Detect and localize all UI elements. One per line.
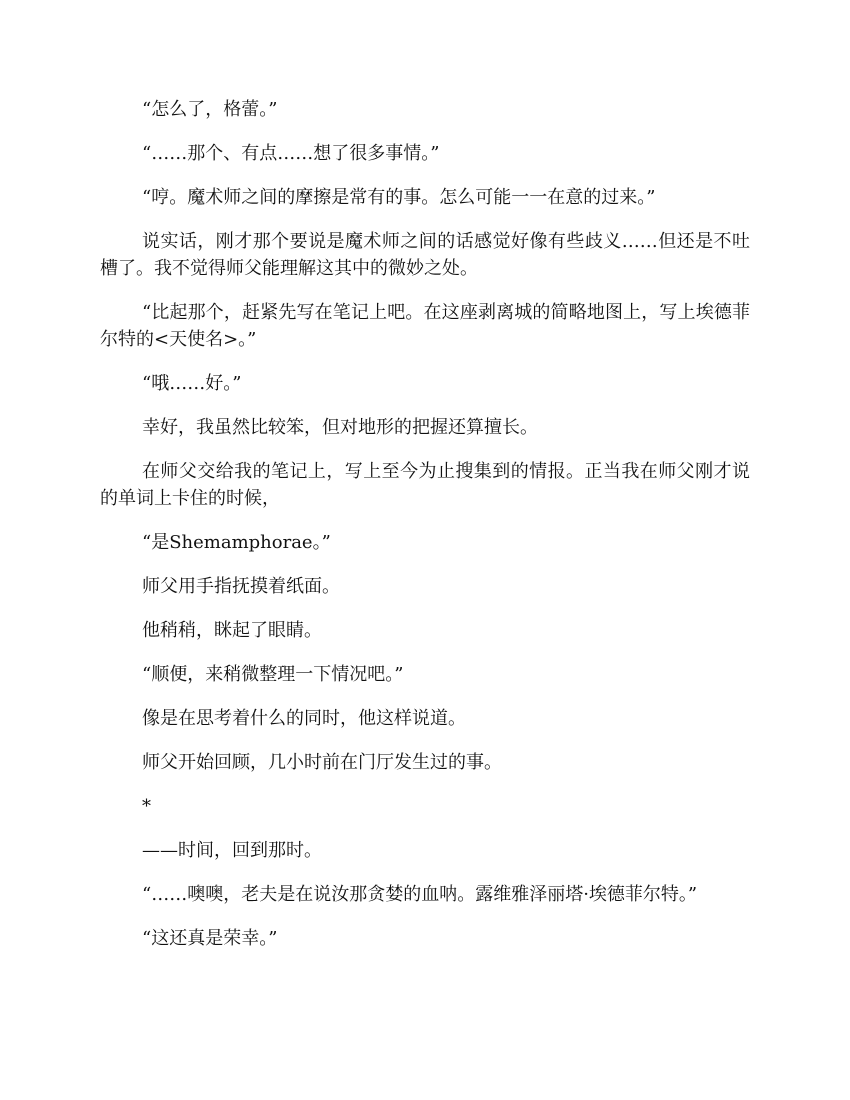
paragraph-4: 说实话，刚才那个要说是魔术师之间的话感觉好像有些歧义……但还是不吐槽了。我不觉得师父能理解这其中的微妙之处。 xyxy=(100,231,750,279)
paragraph-6: “哦……好。” xyxy=(142,373,242,394)
paragraph-8: 在师父交给我的笔记上，写上至今为止搜集到的情报。正当我在师父刚才说的单词上卡住的时候， xyxy=(100,461,750,509)
paragraph-2: “……那个、有点……想了很多事情。” xyxy=(142,143,440,164)
paragraph-12: “顺便，来稍微整理一下情况吧。” xyxy=(142,664,404,685)
scene-break: * xyxy=(142,796,151,817)
paragraph-9: “是Shemamphorae。” xyxy=(142,532,331,553)
document-page xyxy=(100,96,750,969)
paragraph-13: 像是在思考着什么的同时，他这样说道。 xyxy=(142,708,466,729)
paragraph-15: ——时间，回到那时。 xyxy=(142,840,322,861)
paragraph-17: “这还真是荣幸。” xyxy=(142,928,278,949)
paragraph-14: 师父开始回顾，几小时前在门厅发生过的事。 xyxy=(142,752,502,773)
paragraph-11: 他稍稍，眯起了眼睛。 xyxy=(142,620,322,641)
paragraph-3: “哼。魔术师之间的摩擦是常有的事。怎么可能一一在意的过来。” xyxy=(142,187,656,208)
paragraph-7: 幸好，我虽然比较笨，但对地形的把握还算擅长。 xyxy=(142,417,538,438)
paragraph-16: “……噢噢，老夫是在说汝那贪婪的血呐。露维雅泽丽塔·埃德菲尔特。” xyxy=(142,884,698,905)
paragraph-5: “比起那个，赶紧先写在笔记上吧。在这座剥离城的简略地图上，写上埃德菲尔特的<天使名>。” xyxy=(100,302,750,350)
paragraph-10: 师父用手指抚摸着纸面。 xyxy=(142,576,340,597)
paragraph-1: “怎么了，格蕾。” xyxy=(142,99,278,120)
